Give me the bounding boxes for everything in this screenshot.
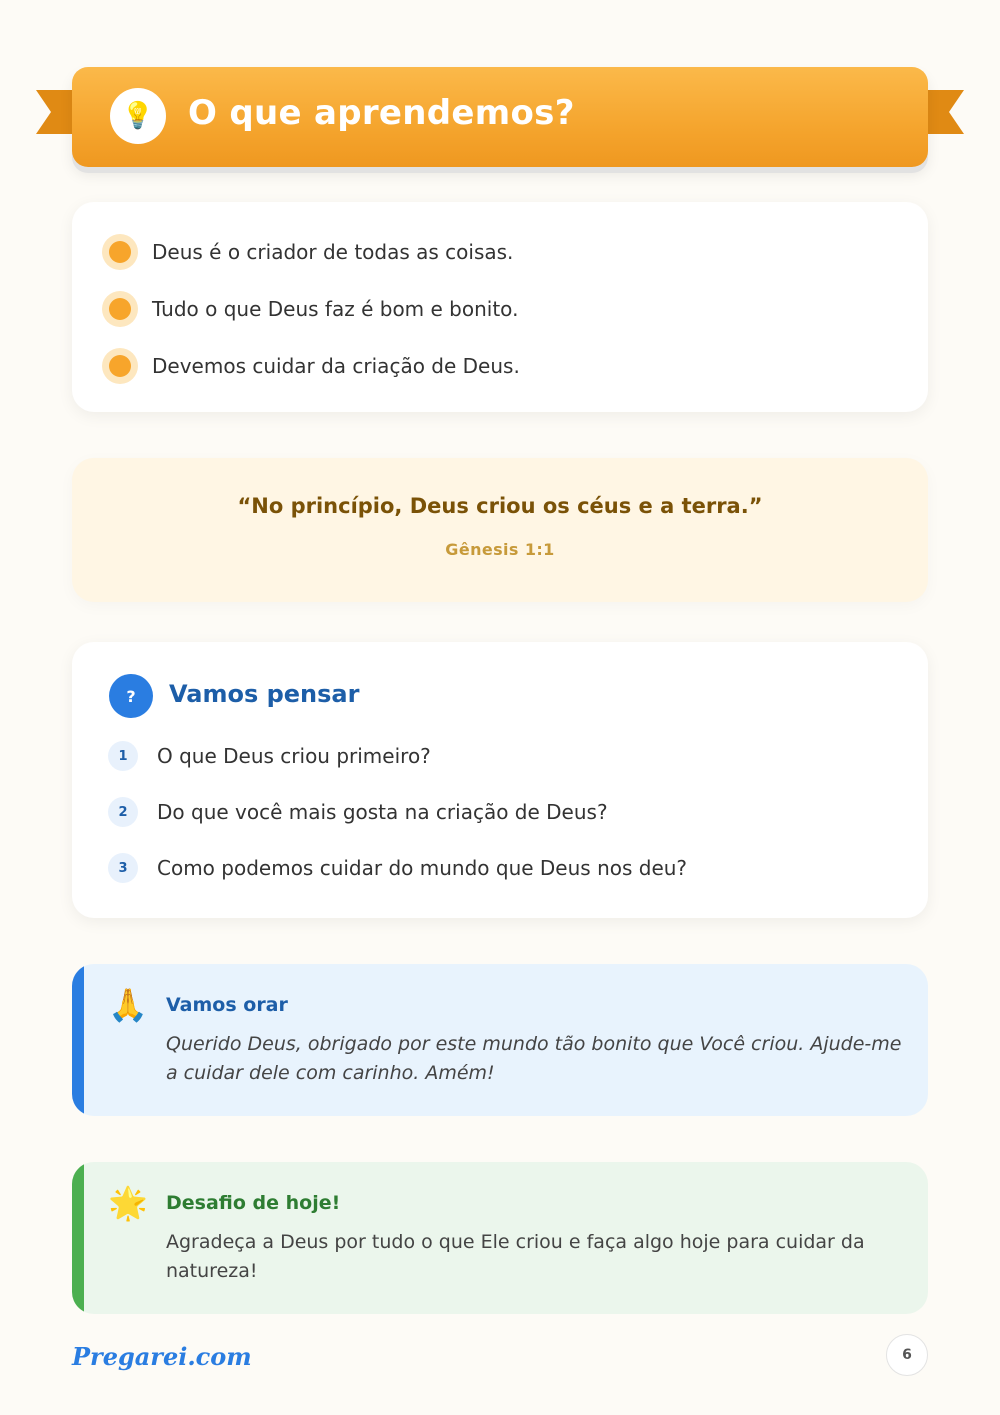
think-card — [72, 642, 928, 918]
question-mark-icon: ? — [109, 674, 153, 718]
learned-card — [72, 202, 928, 412]
question-text: Do que você mais gosta na criação de Deus? — [157, 800, 608, 824]
question-item — [108, 741, 431, 771]
challenge-text: Agradeça a Deus por tudo o que Ele criou e faça algo hoje para cuidar da natureza! — [166, 1231, 865, 1282]
page-number: 6 — [886, 1334, 928, 1376]
question-item — [108, 853, 687, 883]
prayer-text: Querido Deus, obrigado por este mundo tão bonito que Você criou. Ajude-me a cuidar dele com carinho. Amém! — [166, 1033, 902, 1084]
list-item — [102, 234, 513, 270]
prayer-box — [72, 964, 928, 1116]
verse-reference: Gênesis 1:1 — [445, 540, 555, 559]
page-title: O que aprendemos? — [188, 93, 575, 133]
bullet-dot-icon — [102, 348, 138, 384]
section-title: Vamos pensar — [169, 680, 360, 708]
verse-card — [72, 458, 928, 602]
verse-text: “No princípio, Deus criou os céus e a terra.” — [237, 494, 763, 518]
question-text: Como podemos cuidar do mundo que Deus nos deu? — [157, 856, 688, 880]
question-text: O que Deus criou primeiro? — [157, 744, 431, 768]
praying-hands-icon: 🙏 — [108, 986, 148, 1024]
learned-item-text: Devemos cuidar da criação de Deus. — [152, 354, 520, 378]
challenge-box — [72, 1162, 928, 1314]
brand-logo: Pregarei.com — [72, 1342, 252, 1371]
list-item — [102, 348, 520, 384]
star-icon: 🌟 — [108, 1184, 148, 1222]
lightbulb-icon: 💡 — [110, 88, 166, 144]
learned-item-text: Deus é o criador de todas as coisas. — [152, 240, 514, 264]
bullet-dot-icon — [102, 291, 138, 327]
learned-item-text: Tudo o que Deus faz é bom e bonito. — [152, 297, 519, 321]
question-number: 1 — [108, 741, 138, 771]
header-banner — [72, 67, 928, 167]
accent-bar — [72, 1162, 84, 1314]
question-item — [108, 797, 608, 827]
list-item — [102, 291, 518, 327]
question-number: 2 — [108, 797, 138, 827]
question-number: 3 — [108, 853, 138, 883]
accent-bar — [72, 964, 84, 1116]
bullet-dot-icon — [102, 234, 138, 270]
prayer-title: Vamos orar — [166, 994, 288, 1016]
challenge-title: Desafio de hoje! — [166, 1192, 341, 1214]
